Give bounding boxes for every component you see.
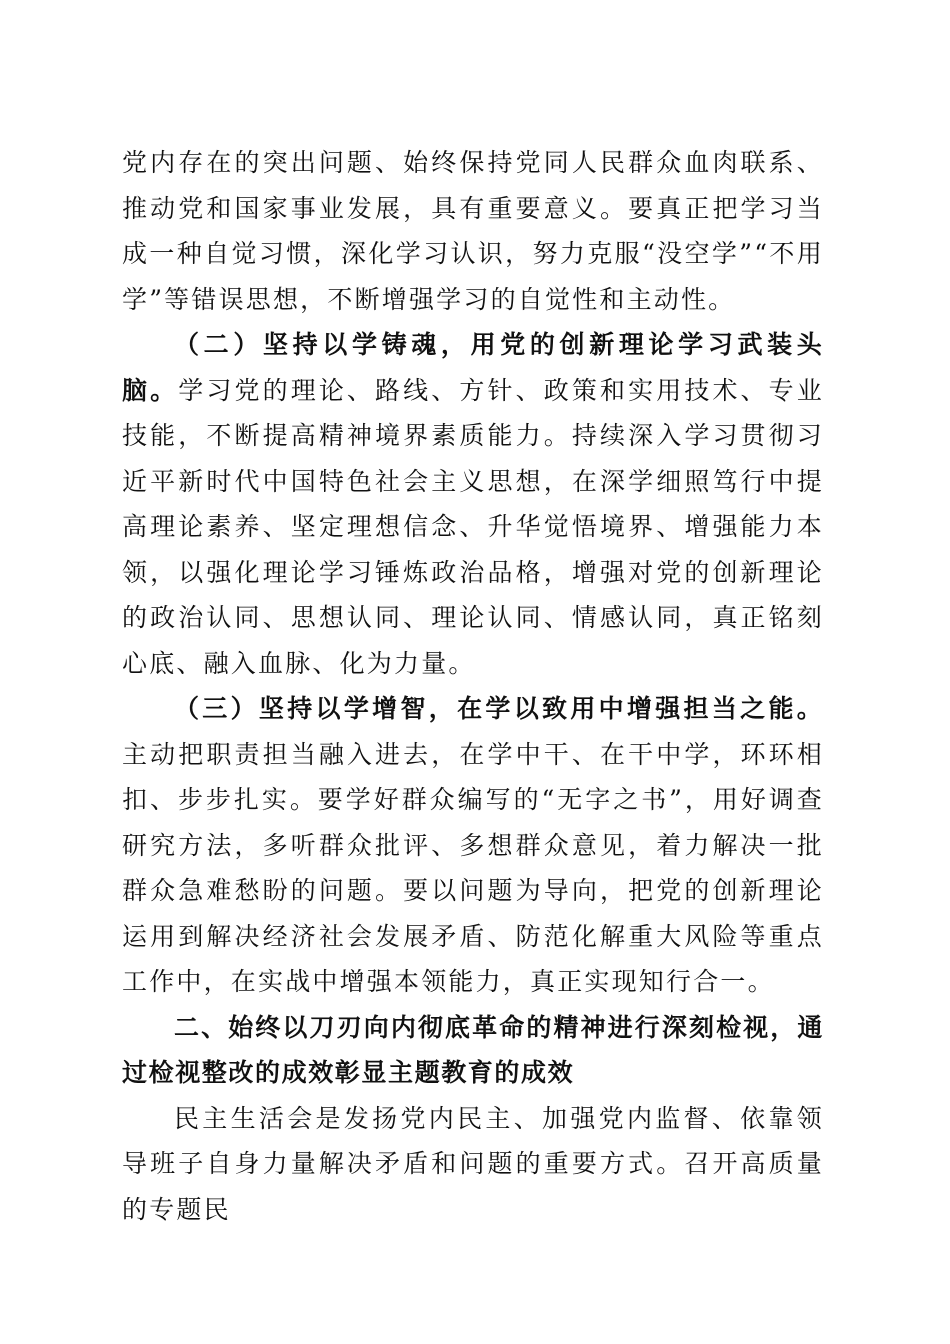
paragraph-democratic-life-meeting: 民主生活会是发扬党内民主、加强党内监督、依靠领导班子自身力量解决矛盾和问题的重要方式。召开高质量的专题民	[122, 1103, 824, 1224]
point-two-heading: （二）坚持以学铸魂，用党的创新理论学习武装头脑。	[122, 330, 824, 405]
paragraph-point-three	[122, 686, 824, 1005]
paragraph-point-two	[122, 322, 824, 686]
paragraph-continuation: 党内存在的突出问题、始终保持党同人民群众血肉联系、推动党和国家事业发展，具有重要意义。要真正把学习当成一种自觉习惯，深化学习认识，努力克服“没空学”“不用学”等错误思想，不断增强学习的自觉性和主动性。	[122, 148, 824, 314]
section-two-heading: 二、始终以刀刃向内彻底革命的精神进行深刻检视，通过检视整改的成效彰显主题教育的成效	[122, 1012, 824, 1087]
point-three-heading: （三）坚持以学增智，在学以致用中增强担当之能。	[174, 694, 824, 723]
document-page	[122, 140, 824, 1232]
point-three-body: 主动把职责担当融入进去，在学中干、在干中学，环环相扣、步步扎实。要学好群众编写的“无字之书”，用好调查研究方法，多听群众批评、多想群众意见，着力解决一批群众急难愁盼的问题。要以问题为导向，把党的创新理论运用到解决经济社会发展矛盾、防范化解重大风险等重点工作中，在实战中增强本领能力，真正实现知行合一。	[122, 739, 824, 996]
point-two-body: 学习党的理论、路线、方针、政策和实用技术、专业技能，不断提高精神境界素质能力。持续深入学习贯彻习近平新时代中国特色社会主义思想，在深学细照笃行中提高理论素养、坚定理想信念、升华觉悟境界、增强能力本领，以强化理论学习锤炼政治品格，增强对党的创新理论的政治认同、思想认同、理论认同、情感认同，真正铭刻心底、融入血脉、化为力量。	[122, 375, 824, 678]
